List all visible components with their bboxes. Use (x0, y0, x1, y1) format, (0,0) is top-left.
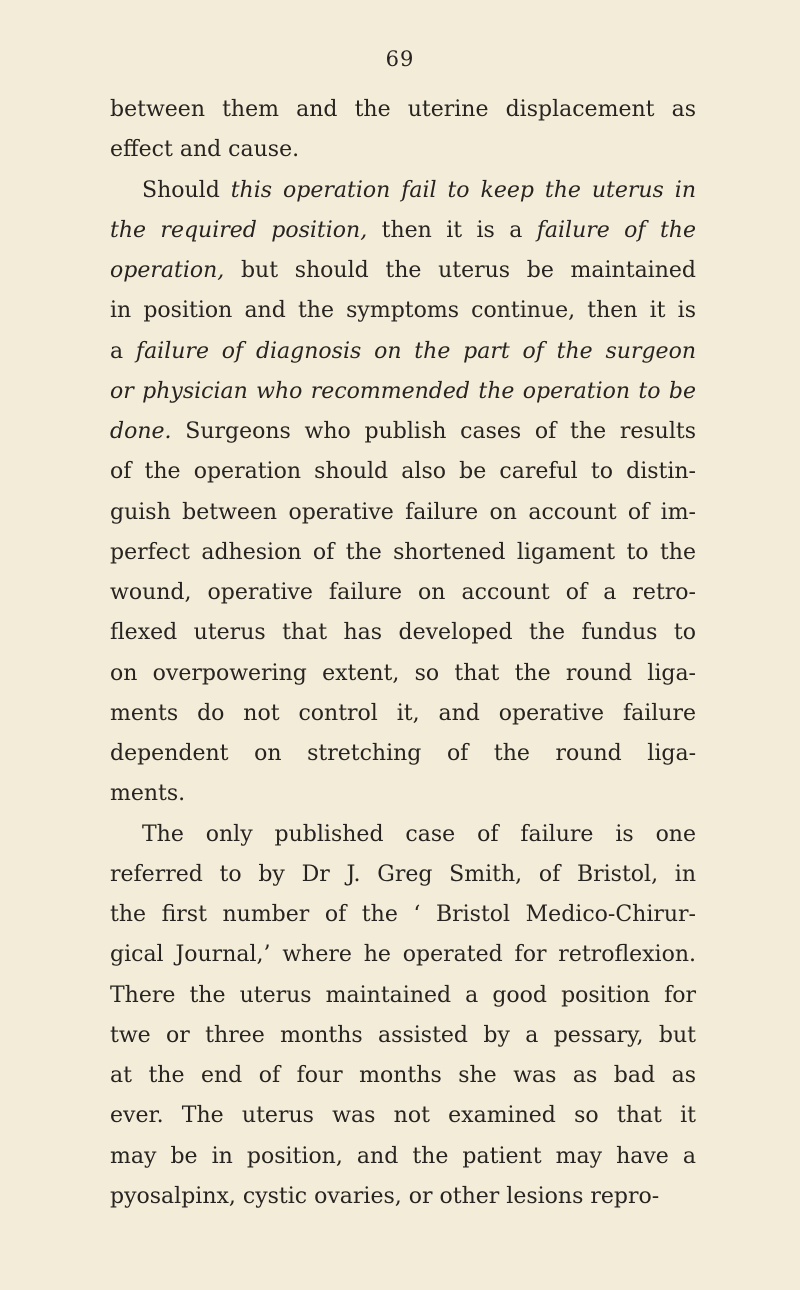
text-run: ments do not control it, and operative failure (110, 700, 696, 726)
text-line (110, 774, 696, 814)
text-line (110, 1137, 696, 1177)
text-line (110, 533, 696, 573)
italic-text: the required position, (110, 217, 368, 243)
text-run: at the end of four months she was as bad as (110, 1063, 696, 1088)
text-line (110, 895, 696, 935)
italic-text: or physician who recommended the operation to be (110, 378, 696, 404)
text-run: The only published case of failure is one (142, 821, 696, 847)
paragraph (110, 171, 696, 815)
text-line (110, 493, 696, 533)
text-run: wound, operative failure on account of a retro- (110, 580, 696, 605)
text-line (110, 251, 696, 291)
text-run: a (110, 338, 136, 364)
text-line (110, 130, 696, 170)
text-line (110, 855, 696, 895)
paragraph (110, 815, 696, 1218)
text-run: perfect adhesion of the shortened ligament to the (110, 539, 696, 565)
text-line (110, 211, 696, 251)
text-run: ments. (110, 781, 186, 807)
text-run: Surgeons who publish cases of the results (171, 419, 696, 444)
text-line (110, 573, 696, 613)
text-line (110, 694, 696, 734)
text-line (110, 1056, 696, 1096)
text-run: then it is a (367, 217, 537, 243)
italic-text: failure of diagnosis on the part of the surgeon (135, 338, 696, 364)
text-line (110, 291, 696, 331)
text-line (110, 654, 696, 694)
text-line (110, 613, 696, 653)
text-run: on overpowering extent, so that the round liga- (110, 660, 696, 686)
text-run: Should (142, 177, 231, 203)
text-line (110, 90, 696, 130)
text-line (110, 1016, 696, 1056)
text-run: but should the uterus be maintained (224, 258, 696, 283)
italic-text: operation, (110, 258, 225, 283)
paragraph (110, 90, 696, 171)
text-run: gical Journal,’ where he operated for retroflexion. (110, 942, 696, 968)
text-line (110, 452, 696, 492)
italic-text: done. (110, 419, 172, 444)
body-text (110, 90, 696, 1217)
text-line (110, 976, 696, 1016)
text-run: twe or three months assisted by a pessary, but (110, 1022, 696, 1048)
text-line (110, 734, 696, 774)
text-run: referred to by Dr J. Greg Smith, of Bristol, in (110, 861, 696, 887)
text-line (110, 815, 696, 855)
text-line (110, 935, 696, 975)
text-run: the first number of the ‘ Bristol Medico-Chirur- (110, 902, 696, 927)
text-line (110, 1177, 696, 1217)
italic-text: failure of the (536, 217, 696, 243)
text-run: of the operation should also be careful to distin- (110, 459, 696, 485)
text-line (110, 412, 696, 452)
text-run: in position and the symptoms continue, then it is (110, 298, 696, 324)
text-line (110, 1096, 696, 1136)
text-run: may be in position, and the patient may have a (110, 1143, 696, 1169)
text-run: effect and cause. (110, 137, 300, 163)
text-run: ever. The uterus was not examined so that it (110, 1103, 696, 1129)
text-run: flexed uterus that has developed the fundus to (110, 620, 696, 646)
text-line (110, 372, 696, 412)
text-run: between them and the uterine displacement as (110, 97, 696, 122)
page-number: 69 (385, 47, 415, 71)
text-line (110, 332, 696, 372)
text-run: dependent on stretching of the round liga- (110, 741, 696, 766)
text-line (110, 171, 696, 211)
text-run: guish between operative failure on account of im- (110, 499, 696, 525)
text-run: There the uterus maintained a good position for (110, 982, 696, 1008)
italic-text: this operation fail to keep the uterus in (230, 177, 696, 203)
text-run: pyosalpinx, cystic ovaries, or other lesions repro- (110, 1183, 660, 1209)
